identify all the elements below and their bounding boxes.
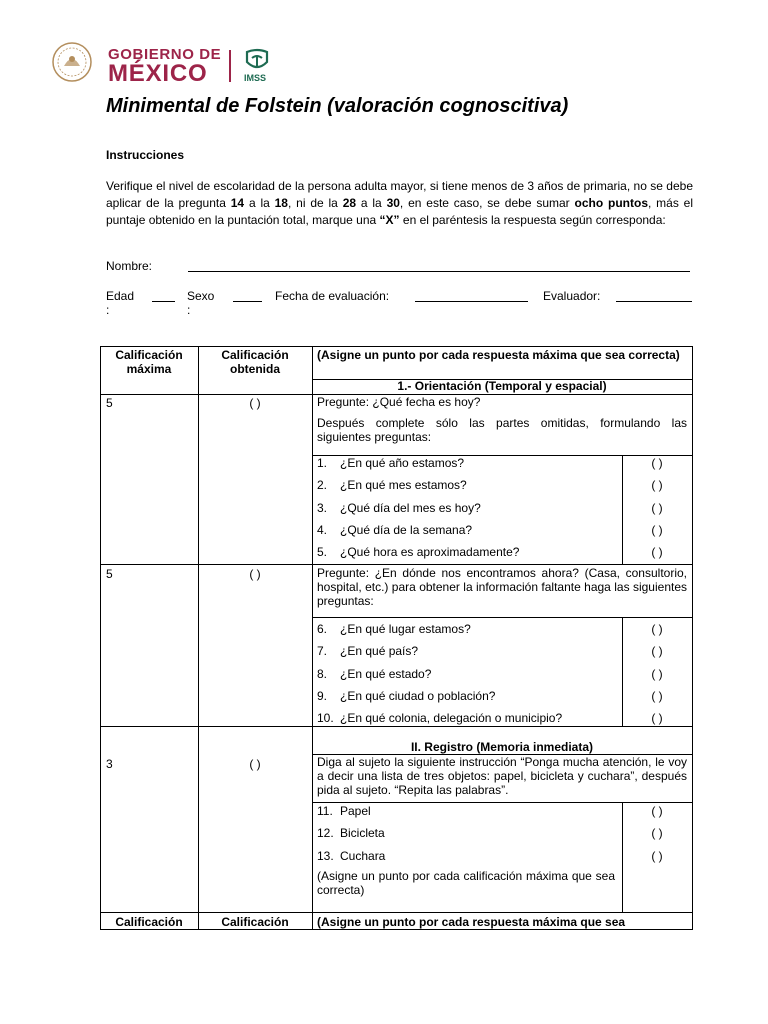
- edad-field[interactable]: [152, 301, 175, 302]
- evaluador-label: Evaluador:: [543, 289, 601, 303]
- question-number: 8.: [317, 666, 328, 681]
- question-text: ¿En qué lugar estamos?: [340, 622, 471, 636]
- row2-max-score: 5: [106, 567, 113, 581]
- row3-max-score: 3: [106, 757, 113, 771]
- row3-obtained-checkbox[interactable]: ( ): [249, 757, 261, 771]
- sexo-field[interactable]: [233, 301, 262, 302]
- row1-max-score: 5: [106, 396, 113, 410]
- header-obtained: Calificación obtenida: [221, 348, 289, 376]
- answer-checkbox[interactable]: ( ): [651, 666, 663, 681]
- evaluador-field[interactable]: [616, 301, 692, 302]
- row-line: [100, 564, 693, 565]
- question-number: 5.: [317, 545, 328, 560]
- question-number: 7.: [317, 644, 328, 659]
- question-text: ¿Qué día del mes es hoy?: [340, 500, 481, 515]
- question-text: ¿En qué mes estamos?: [340, 478, 467, 493]
- row-line: [312, 617, 693, 618]
- row3-note: (Asigne un punto por cada calificación máxima que sea correcta): [317, 869, 615, 897]
- answer-checkbox[interactable]: ( ): [651, 545, 663, 560]
- fecha-label: Fecha de evaluación:: [275, 289, 390, 303]
- page-title: Minimental de Folstein (valoración cognoscitiva): [106, 95, 569, 117]
- question-number: 11.: [317, 804, 333, 818]
- table-border-left: [100, 346, 101, 930]
- fecha-field[interactable]: [415, 301, 528, 302]
- answer-checkbox[interactable]: ( ): [651, 804, 663, 818]
- mexico-seal-logo: [52, 42, 92, 82]
- answer-checkbox[interactable]: ( ): [651, 826, 663, 841]
- question-number: 2.: [317, 478, 328, 493]
- row1-question-followup: Después complete sólo las partes omitidas, formulando las siguientes preguntas:: [317, 416, 687, 444]
- logo-divider: [229, 50, 231, 82]
- check-divider: [622, 455, 623, 564]
- answer-checkbox[interactable]: ( ): [651, 711, 663, 726]
- gov-logo-line1: GOBIERNO DE: [108, 46, 222, 63]
- answer-checkbox[interactable]: ( ): [651, 522, 663, 537]
- table-border-bottom: [100, 929, 693, 930]
- answer-checkbox[interactable]: ( ): [651, 688, 663, 703]
- question-text: Cuchara: [340, 848, 386, 863]
- question-number: 3.: [317, 500, 328, 515]
- question-number: 13.: [317, 848, 334, 863]
- footer-description: (Asigne un punto por cada respuesta máxima que sea: [317, 915, 626, 929]
- check-divider: [622, 802, 623, 912]
- sexo-label: Sexo: [187, 289, 215, 303]
- footer-obtained: Calificación: [221, 915, 289, 929]
- footer-max: Calificación: [115, 915, 183, 929]
- question-text: Bicicleta: [340, 826, 385, 841]
- instructions-paragraph: Verifique el nivel de escolaridad de la persona adulta mayor, si tiene menos de 3 años de primaria, no se debe aplicar de la pregunta 14 a la 18, ni de la 28 a la 30, en este caso, se debe sumar ocho puntos, más el puntaje obtenido en la puntación total, marque una “X” en el paréntesis la respuesta según corresponda:: [106, 179, 694, 227]
- header-description: (Asigne un punto por cada respuesta máxima que sea correcta): [317, 348, 680, 362]
- question-number: 12.: [317, 826, 334, 841]
- edad-label: Edad: [106, 289, 135, 303]
- row1-obtained-checkbox[interactable]: ( ): [249, 396, 261, 410]
- answer-checkbox[interactable]: ( ): [651, 456, 663, 470]
- row3-question: Diga al sujeto la siguiente instrucción “Ponga mucha atención, le voy a decir una lista de tres objetos: papel, bicicleta y cuchara”, después pida al sujeto. “Repita las palabras”.: [317, 755, 687, 797]
- row-line: [100, 726, 693, 727]
- imss-logo-text: IMSS: [244, 73, 267, 83]
- answer-checkbox[interactable]: ( ): [651, 622, 663, 636]
- question-number: 9.: [317, 688, 328, 703]
- gov-logo-line2: MÉXICO: [108, 60, 208, 87]
- question-text: ¿En qué año estamos?: [340, 456, 465, 470]
- section-registro: II. Registro (Memoria inmediata): [410, 740, 594, 754]
- table-border-right: [692, 346, 693, 930]
- question-text: Papel: [340, 804, 371, 818]
- assessment-table: [100, 346, 693, 930]
- row-line: [100, 912, 693, 913]
- answer-checkbox[interactable]: ( ): [651, 848, 663, 863]
- nombre-label: Nombre:: [106, 259, 153, 273]
- header-max: Calificación máxima: [115, 348, 183, 376]
- question-text: ¿En qué colonia, delegación o municipio?: [340, 711, 563, 726]
- question-text: ¿Qué día de la semana?: [340, 522, 473, 537]
- row1-question: Pregunte: ¿Qué fecha es hoy?: [317, 395, 481, 409]
- answer-checkbox[interactable]: ( ): [651, 478, 663, 493]
- sexo-colon: :: [187, 303, 191, 317]
- row-line: [312, 802, 693, 803]
- col-divider-1: [198, 346, 199, 930]
- question-text: ¿En qué país?: [340, 644, 419, 659]
- question-text: ¿En qué estado?: [340, 666, 432, 681]
- row2-obtained-checkbox[interactable]: ( ): [249, 567, 261, 581]
- imss-logo-icon: [243, 48, 271, 72]
- question-number: 1.: [317, 456, 328, 470]
- question-text: ¿En qué ciudad o población?: [340, 688, 496, 703]
- col-divider-2: [312, 346, 313, 930]
- question-number: 10.: [317, 711, 334, 726]
- table-border-top: [100, 346, 693, 347]
- nombre-field[interactable]: [188, 271, 690, 272]
- answer-checkbox[interactable]: ( ): [651, 500, 663, 515]
- question-number: 6.: [317, 622, 328, 636]
- row2-question: Pregunte: ¿En dónde nos encontramos ahora? (Casa, consultorio, hospital, etc.) para obtener la información faltante haga las siguientes preguntas:: [317, 566, 687, 608]
- check-divider: [622, 617, 623, 726]
- instructions-heading: Instrucciones: [106, 148, 185, 162]
- edad-colon: :: [106, 303, 110, 317]
- answer-checkbox[interactable]: ( ): [651, 644, 663, 659]
- question-text: ¿Qué hora es aproximadamente?: [340, 545, 520, 560]
- question-number: 4.: [317, 522, 328, 537]
- section-orientation: 1.- Orientación (Temporal y espacial): [397, 379, 607, 393]
